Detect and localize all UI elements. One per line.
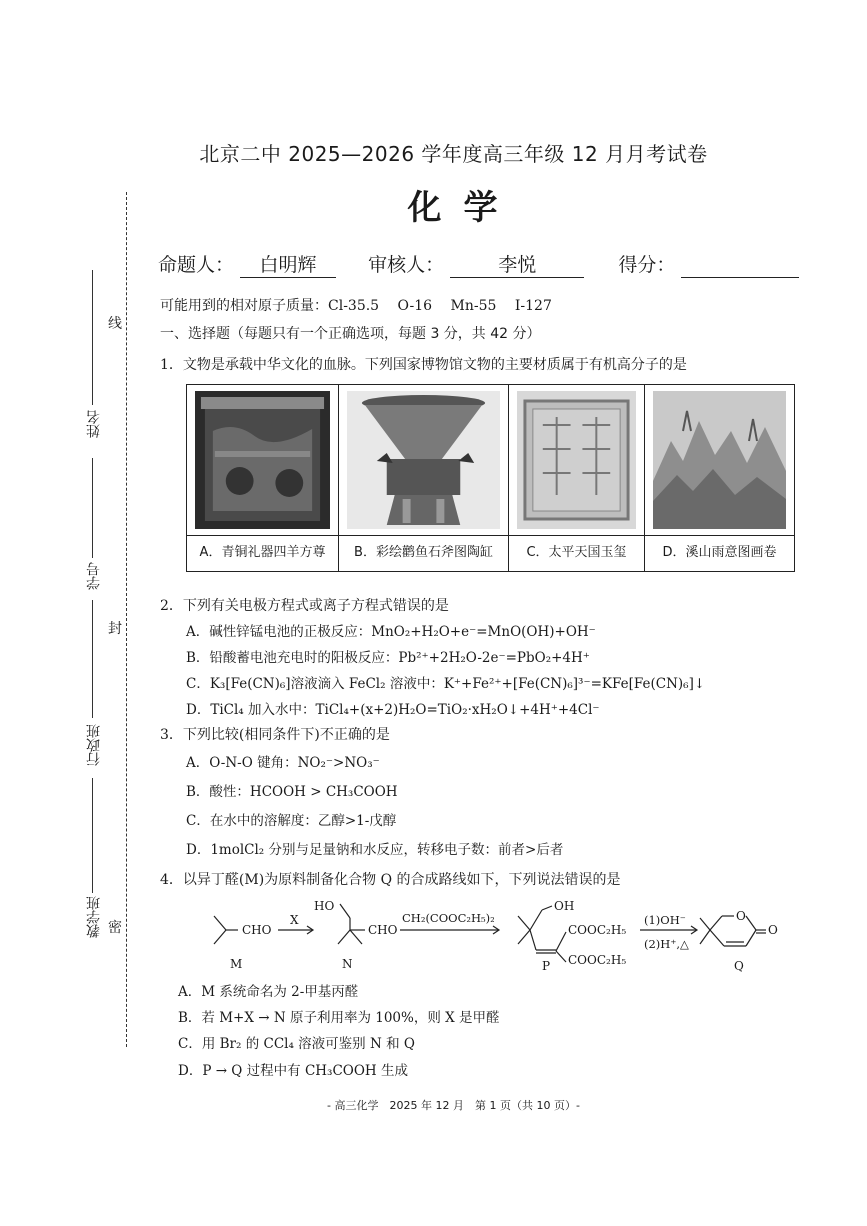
class-label: 行政班 <box>86 724 102 766</box>
label-m: M <box>230 957 243 971</box>
label-p: P <box>542 959 551 973</box>
label-q: Q <box>734 959 744 973</box>
q3-option-c[interactable]: C．在水中的溶解度：乙醇>1-戊醇 <box>186 813 397 829</box>
reviewer-name: 李悦 <box>450 250 584 278</box>
q2-option-a[interactable]: A．碱性锌锰电池的正极反应：MnO₂+H₂O+e⁻=MnO(OH)+OH⁻ <box>186 624 596 640</box>
subject-title: 化学 <box>407 188 520 228</box>
q1-option-a[interactable] <box>187 385 339 571</box>
landscape-scroll-image <box>653 391 786 529</box>
synthesis-scheme <box>200 896 800 976</box>
q3-option-a[interactable]: A．O-N-O 键角：NO₂⁻>NO₃⁻ <box>186 755 380 771</box>
binding-secret-char: 密 <box>108 920 122 936</box>
q-carbonyl-oxygen: O <box>768 923 778 937</box>
hydrolysis-step-2: (2)H⁺,△ <box>644 937 689 951</box>
score-field[interactable] <box>681 256 799 278</box>
jade-seal-image <box>517 391 636 529</box>
q4-stem: 4．以异丁醛(M)为原料制备化合物 Q 的合成路线如下，下列说法错误的是 <box>160 872 621 888</box>
setter-label: 命题人： <box>158 254 235 276</box>
malonate-reagent: CH₂(COOC₂H₅)₂ <box>402 911 495 925</box>
label-n: N <box>342 957 353 971</box>
q1-caption-d: D．溪山雨意图画卷 <box>645 535 794 572</box>
id-rule <box>92 600 93 718</box>
page-footer: - 高三化学 2025 年 12 月 第 1 页（共 10 页）- <box>327 1099 580 1112</box>
name-label: 姓名 <box>86 410 102 438</box>
q4-option-c[interactable]: C．用 Br₂ 的 CCl₄ 溶液可鉴别 N 和 Q <box>178 1036 415 1052</box>
q1-caption-b: B．彩绘鹳鱼石斧图陶缸 <box>339 535 508 572</box>
hydrolysis-step-1: (1)OH⁻ <box>644 913 686 927</box>
atomic-masses: 可能用到的相对原子质量：Cl-35.5 O-16 Mn-55 I-127 <box>160 298 552 314</box>
q1-image-table <box>186 384 795 572</box>
class-rule <box>92 778 93 893</box>
setter-name: 白明辉 <box>240 250 336 278</box>
q-ring-oxygen: O <box>736 909 746 923</box>
p-ester-1: COOC₂H₅ <box>568 923 627 937</box>
p-ester-2: COOC₂H₅ <box>568 953 627 967</box>
name-rule <box>92 270 93 405</box>
section-heading: 一、选择题（每题只有一个正确选项，每题 3 分，共 42 分） <box>160 326 541 342</box>
q1-option-c[interactable] <box>509 385 645 571</box>
n-hydroxyl: HO <box>314 899 335 913</box>
id-label: 学号 <box>86 562 102 590</box>
q2-option-d[interactable]: D．TiCl₄ 加入水中：TiCl₄+(x+2)H₂O=TiO₂·xH₂O↓+4H⁺+4Cl⁻ <box>186 702 600 718</box>
q4-option-b[interactable]: B．若 M+X → N 原子利用率为 100%，则 X 是甲醛 <box>178 1010 500 1026</box>
score-label: 得分： <box>618 254 676 276</box>
painted-pottery-image <box>347 391 500 529</box>
q1-stem: 1．文物是承载中华文化的血脉。下列国家博物馆文物的主要材质属于有机高分子的是 <box>160 357 687 373</box>
q2-stem: 2．下列有关电极方程式或离子方程式错误的是 <box>160 598 449 614</box>
synthesis-scheme-drawing <box>200 896 800 976</box>
q4-option-d[interactable]: D．P → Q 过程中有 CH₃COOH 生成 <box>178 1063 408 1079</box>
binding-line-char: 线 <box>108 316 122 332</box>
q2-option-b[interactable]: B．铅酸蓄电池充电时的阳极反应：Pb²⁺+2H₂O-2e⁻=PbO₂+4H⁺ <box>186 650 590 666</box>
q1-option-d[interactable] <box>645 385 794 571</box>
p-hydroxyl: OH <box>554 899 575 913</box>
q1-option-b[interactable] <box>339 385 509 571</box>
name-rule-2 <box>92 458 93 558</box>
teaching-class-label: 教学班 <box>86 896 102 938</box>
q3-stem: 3．下列比较(相同条件下)不正确的是 <box>160 727 390 743</box>
q1-caption-c: C．太平天国玉玺 <box>509 535 644 572</box>
n-aldehyde-group: CHO <box>368 923 398 937</box>
exam-title: 北京二中 2025—2026 学年度高三年级 12 月月考试卷 <box>199 142 708 166</box>
q3-option-b[interactable]: B．酸性：HCOOH > CH₃COOH <box>186 784 398 800</box>
q1-caption-a: A．青铜礼器四羊方尊 <box>187 535 338 572</box>
m-aldehyde-group: CHO <box>242 923 272 937</box>
reviewer-label: 审核人： <box>368 254 445 276</box>
q4-option-a[interactable]: A．M 系统命名为 2-甲基丙醛 <box>178 984 359 1000</box>
bronze-vessel-image <box>195 391 330 529</box>
q3-option-d[interactable]: D．1molCl₂ 分别与足量钠和水反应，转移电子数：前者>后者 <box>186 842 564 858</box>
binding-seal-char: 封 <box>108 621 122 637</box>
meta-row <box>158 250 799 278</box>
q2-option-c[interactable]: C．K₃[Fe(CN)₆]溶液滴入 FeCl₂ 溶液中：K⁺+Fe²⁺+[Fe(CN)₆]³⁻=KFe[Fe(CN)₆]↓ <box>186 676 706 692</box>
binding-dashed-line <box>126 192 127 1047</box>
x-reagent: X <box>290 913 299 927</box>
